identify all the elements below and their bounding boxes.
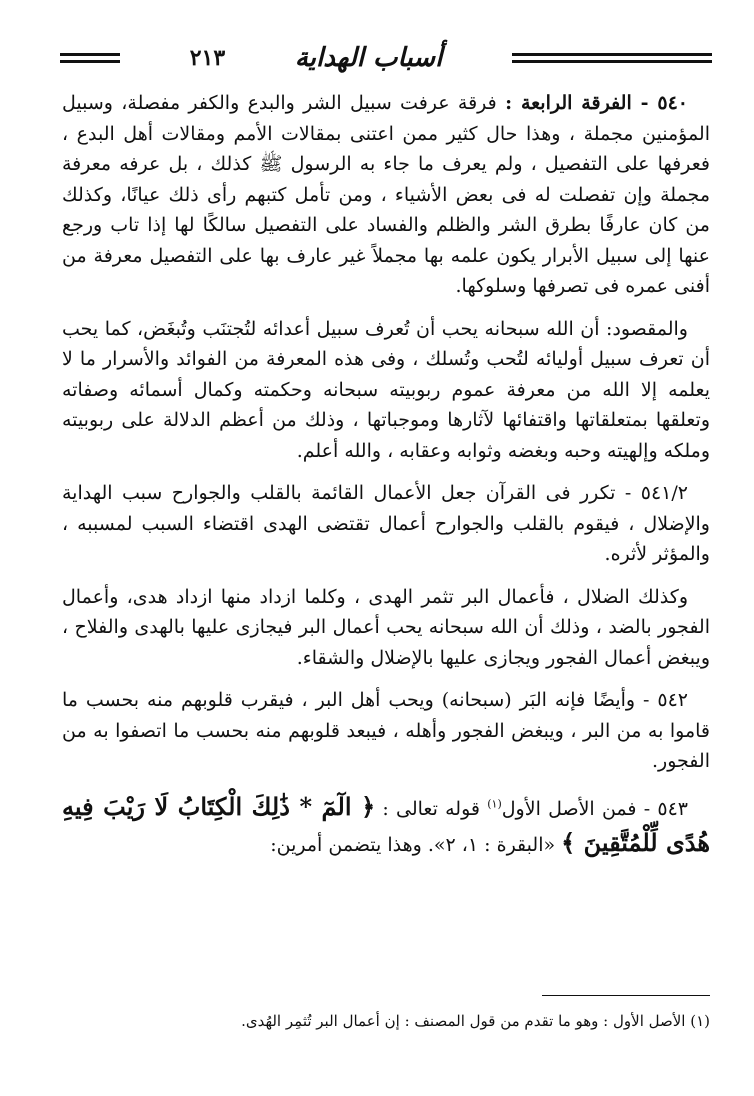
page-header [60, 36, 712, 80]
paragraph-text: فرقة عرفت سبيل الشر والبدع والكفر مفصلة، وسبيل المؤمنين مجملة ، وهذا حال كثير ممن اعتنى بمقالات الأمم ومقالات أهل البدع ، فعرفها على التفصيل ، ولم يعرف ما جاء به الرسول ﷺ كذلك ، بل عرفه معرفة مجملة وإن تفصلت له فى بعض الأشياء ، ومن تأمل كتبهم رأى ذلك عيانًا، وكذلك من كان عارفًا بطرق الشر والظلم والفساد على التفصيل سالكًا لها إذا تاب ورجع عنها إلى سبيل الأبرار يكون علمه بها مجملاً غير عارف بها على التفصيل معرفة من أفنى عمره فى تصرفها وسلوكها. [62, 92, 710, 297]
quran-verse: ﴿ الٓمٓ * ذَٰلِكَ الْكِتَابُ لَا رَيْبَ فِيهِ هُدًى لِّلْمُتَّقِينَ ﴾ [62, 791, 710, 857]
paragraph-dalal: وكذلك الضلال ، فأعمال البر تثمر الهدى ، وكلما ازداد منها ازداد هدى، وأعمال الفجور بالضد ، وذلك أن الله سبحانه يحب أعمال البر فيجازى عليها بالهدى والفلاح ، ويبغض أعمال الفجور ويجازى عليها بالإضلال والشقاء. [62, 585, 710, 669]
header-rule-left [60, 53, 120, 63]
paragraph-maqsud: والمقصود: أن الله سبحانه يحب أن تُعرف سبيل أعدائه لتُجتنَب وتُبغَض، كما يحب أن تعرف سبيل أوليائه لتُحب وتُسلك ، وفى هذه المعرفة من الفوائد والأسرار ما لا يعلمه إلا الله من معرفة عموم ربوبيته سبحانه وحكمته وكمال أسمائه وصفاته وتعلقها بمتعلقاتها واقتفائها لآثارها وموجباتها ، وذلك من أعظم الدلالة على ربوبيته وملكه وإلهيته وحبه وبغضه وثوابه وعقابه ، والله أعلم. [62, 317, 710, 462]
header-rule-line [60, 53, 120, 56]
verse-reference: «البقرة : ١، ٢». [427, 833, 556, 856]
paragraph-lead: ٥٤٠ - الفرقة الرابعة : [505, 92, 689, 114]
paragraph-540 [62, 88, 710, 302]
running-title: أسباب الهداية [294, 43, 443, 73]
header-rule-line [512, 53, 712, 56]
paragraph-543 [62, 789, 710, 861]
paragraph-542: ٥٤٢ - وأيضًا فإنه البَر (سبحانه) ويحب أهل البر ، فيقرب قلوبهم منه بحسب ما قاموا به من البر ، ويبغض الفجور وأهله ، فيبعد قلوبهم منه بحسب ما اتصفوا به من الفجور. [62, 689, 710, 772]
footnote-marker: (١) [487, 797, 502, 811]
header-rule-line [512, 60, 712, 63]
footnote: (١) الأصل الأول : وهو ما تقدم من قول المصنف : إن أعمال البر تُثمِر الهُدى. [241, 1012, 710, 1030]
paragraph-541: ٥٤١/٢ - تكرر فى القرآن جعل الأعمال القائمة بالقلب والجوارح سبب الهداية والإضلال ، فيقوم بالقلب والجوارح أعمال تقتضى الهدى اقتضاء السبب لمسببه ، والمؤثر لأثره. [62, 482, 710, 565]
footnote-separator [542, 995, 710, 996]
paragraph-text: قوله تعالى : [382, 797, 480, 820]
paragraph-text: ٥٤٣ - فمن الأصل الأول [501, 797, 688, 820]
paragraph-text: وهذا يتضمن أمرين: [270, 833, 422, 856]
header-rule-line [60, 60, 120, 63]
main-text [62, 88, 710, 873]
page-number: ٢١٣ [189, 45, 226, 71]
header-rule-right [512, 53, 712, 63]
